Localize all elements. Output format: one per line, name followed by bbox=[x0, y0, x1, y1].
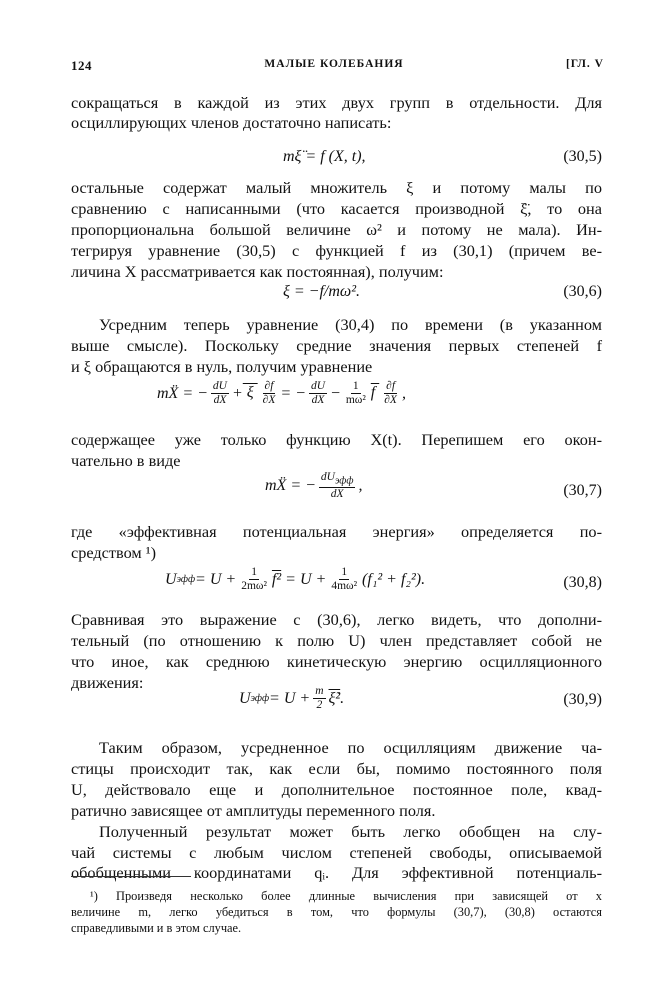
text-line: чательно в виде bbox=[71, 451, 181, 470]
text-line: ратично зависящее от амплитуды переменного поля. bbox=[71, 801, 436, 820]
equation-number: (30,7) bbox=[563, 482, 602, 499]
running-title: МАЛЫЕ КОЛЕБАНИЯ bbox=[264, 58, 404, 70]
equation-30-9: U эфф = U + $\frac{m}{2}$ ξ̇² . (30,9) bbox=[239, 685, 602, 711]
text-line: средством ¹) bbox=[71, 543, 157, 562]
text-line: стицы происходит так, как если бы, помимо постоянного поля bbox=[71, 759, 602, 778]
text-line: тельный (по отношению к полю U) член представляет собой не bbox=[71, 631, 602, 650]
equation-number: (30,9) bbox=[563, 691, 602, 708]
text-line: и ξ обращаются в нуль, получим уравнение bbox=[71, 357, 373, 376]
footnote-line: справедливыми и в этом случае. bbox=[71, 921, 242, 935]
page-number: 124 bbox=[71, 58, 92, 73]
equation-averaged: mẌ = − $\frac{dU}{dX}$ + ξ $\frac{\partial f}{\partial X}$ = − $\frac{dU}{dX}$ − $\frac{1}{\text{mω²}}$ f $\frac{\partial f}{\partial X}$ , bbox=[157, 380, 406, 406]
equation-number: (30,6) bbox=[563, 283, 602, 300]
text-line: где «эффективная потенциальная энергия» определяется по- bbox=[71, 522, 602, 541]
equation-number: (30,8) bbox=[563, 574, 602, 591]
text-line: выше смысле). Поскольку средние значения первых степеней f bbox=[71, 336, 602, 355]
text-line: Полученный результат может быть легко обобщен на слу- bbox=[99, 822, 602, 841]
text-line: Таким образом, усредненное по осцилляциям движение ча- bbox=[99, 738, 602, 757]
text-line: пропорциональна большой величине ω² и потому не мала). Ин- bbox=[71, 220, 602, 239]
text-line: остальные содержат малый множитель ξ и потому малы по bbox=[71, 178, 602, 197]
equation-30-6: ξ = −f/mω². (30,6) bbox=[283, 283, 602, 300]
text-line: осциллирующих членов достаточно написать: bbox=[71, 113, 392, 132]
footnote-line: величине m, легко убедиться в том, что формулы (30,7), (30,8) остаются bbox=[71, 905, 602, 919]
equation-30-7: mẌ = − $\frac{dU_{эфф}}{dX}$ , (30,7) bbox=[265, 471, 602, 501]
footnote-line: ¹) Произведя несколько более длинные вычисления при зависящей от x bbox=[90, 889, 602, 903]
text-line: движения: bbox=[71, 673, 144, 692]
text-line: Усредним теперь уравнение (30,4) по времени (в указанном bbox=[99, 315, 602, 334]
equation-number: (30,5) bbox=[563, 148, 602, 165]
chapter-label: [ГЛ. V bbox=[565, 58, 604, 70]
text-line: сокращаться в каждой из этих двух групп в отдельности. Для bbox=[71, 93, 602, 112]
text-line: личина X рассматривается как постоянная), получим: bbox=[71, 262, 444, 281]
footnote-rule bbox=[71, 876, 191, 877]
text-line: Сравнивая это выражение с (30,6), легко видеть, что дополни- bbox=[71, 610, 602, 629]
text-line: тегрируя уравнение (30,5) с функцией f из (30,1) (причем ве- bbox=[71, 241, 602, 260]
text-line: сравнению с написанными (что касается производной ξ̈, то она bbox=[71, 199, 602, 218]
text-line: U, действовало еще и дополнительное постоянное поле, квад- bbox=[71, 780, 602, 799]
text-line: что иное, как среднюю кинетическую энергию осцилляционного bbox=[71, 652, 602, 671]
equation-30-5: mξ̈ = f (X, t), (30,5) bbox=[283, 148, 602, 165]
equation-30-8: U эфф = U + $\frac{1}{\text{2mω²}}$ f² = U + $\frac{1}{\text{4mω²}}$ (f₁² + f₂²). (30,8) bbox=[165, 566, 602, 592]
text-line: чай системы с любым числом степеней свободы, описываемой bbox=[71, 843, 602, 862]
text-line: обобщенными координатами qᵢ. Для эффективной потенциаль- bbox=[71, 863, 602, 882]
text-line: содержащее уже только функцию X(t). Перепишем его окон- bbox=[71, 430, 602, 449]
